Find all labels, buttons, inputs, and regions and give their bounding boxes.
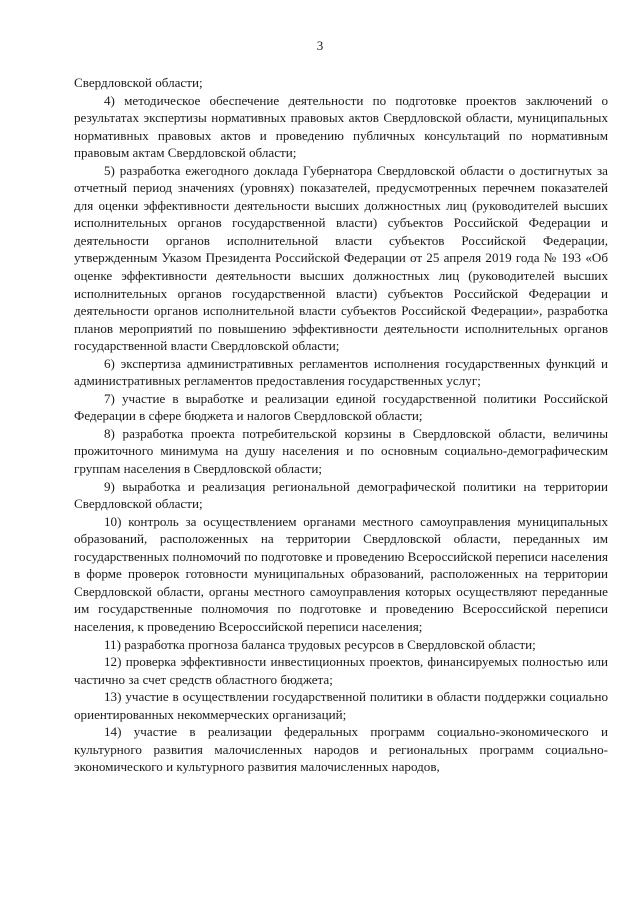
- document-body: [74, 74, 608, 776]
- paragraph-item-10: 10) контроль за осуществлением органами местного самоуправления муниципальных образований, расположенных на территории Свердловской области, переданных им государственных полномочий по подготовке и проведению Всероссийской переписи населения в форме проверок готовности муниципальных образований, расположенных на территории Свердловской области, органы местного самоуправления которых осуществляют переданные им государственные полномочия по подготовке и проведению Всероссийской переписи населения, к проведению Всероссийской переписи населения;: [74, 513, 608, 634]
- paragraph-item-6: 6) экспертиза административных регламентов исполнения государственных функций и административных регламентов предоставления государственных услуг;: [74, 355, 608, 389]
- page-number: 3: [316, 38, 324, 53]
- paragraph-item-11: 11) разработка прогноза баланса трудовых ресурсов в Свердловской области;: [104, 636, 536, 652]
- paragraph-continuation: Свердловской области;: [74, 75, 203, 90]
- paragraph-item-13: 13) участие в осуществлении государственной политики в области поддержки социально ориентированных некоммерческих организаций;: [74, 689, 608, 722]
- paragraph-item-7: 7) участие в выработке и реализации единой государственной политики Российской Федерации в сфере бюджета и налогов Свердловской области;: [74, 390, 608, 424]
- paragraph-item-8: 8) разработка проекта потребительской корзины в Свердловской области, величины прожиточного минимума на душу населения и по основным социально-демографическим группам населения в Свердловской области;: [74, 425, 608, 477]
- paragraph-item-4: 4) методическое обеспечение деятельности по подготовке проектов заключений о результатах экспертизы нормативных правовых актов Свердловской области, муниципальных нормативных правовых актов и проведению публичных консультаций по нормативным правовым актам Свердловской области;: [74, 92, 608, 161]
- paragraph-item-12: 12) проверка эффективности инвестиционных проектов, финансируемых полностью или частично за счет средств областного бюджета;: [74, 654, 608, 687]
- paragraph-item-14: 14) участие в реализации федеральных программ социально-экономического и культурного развития малочисленных народов и региональных программ социально-экономического и культурного развития малочисленных народов,: [74, 724, 608, 775]
- paragraph-item-9: 9) выработка и реализация региональной демографической политики на территории Свердловской области;: [74, 478, 608, 512]
- paragraph-item-5: 5) разработка ежегодного доклада Губернатора Свердловской области о достигнутых за отчетный период значениях (уровнях) показателей, предусмотренных перечнем показателей для оценки эффективности деятельности высших должностных лиц (руководителей высших исполнительных органов государственной власти) субъектов Российской Федерации и деятельности органов исполнительной власти субъектов Российской Федерации, утвержденным Указом Президента Российской Федерации от 25 апреля 2019 года № 193 «Об оценке эффективности деятельности высших должностных лиц (руководителей высших исполнительных органов государственной власти) субъектов Российской Федерации и деятельности органов исполнительной власти субъектов Российской Федерации», разработка планов мероприятий по повышению эффективности деятельности исполнительных органов государственной власти Свердловской области;: [74, 162, 608, 354]
